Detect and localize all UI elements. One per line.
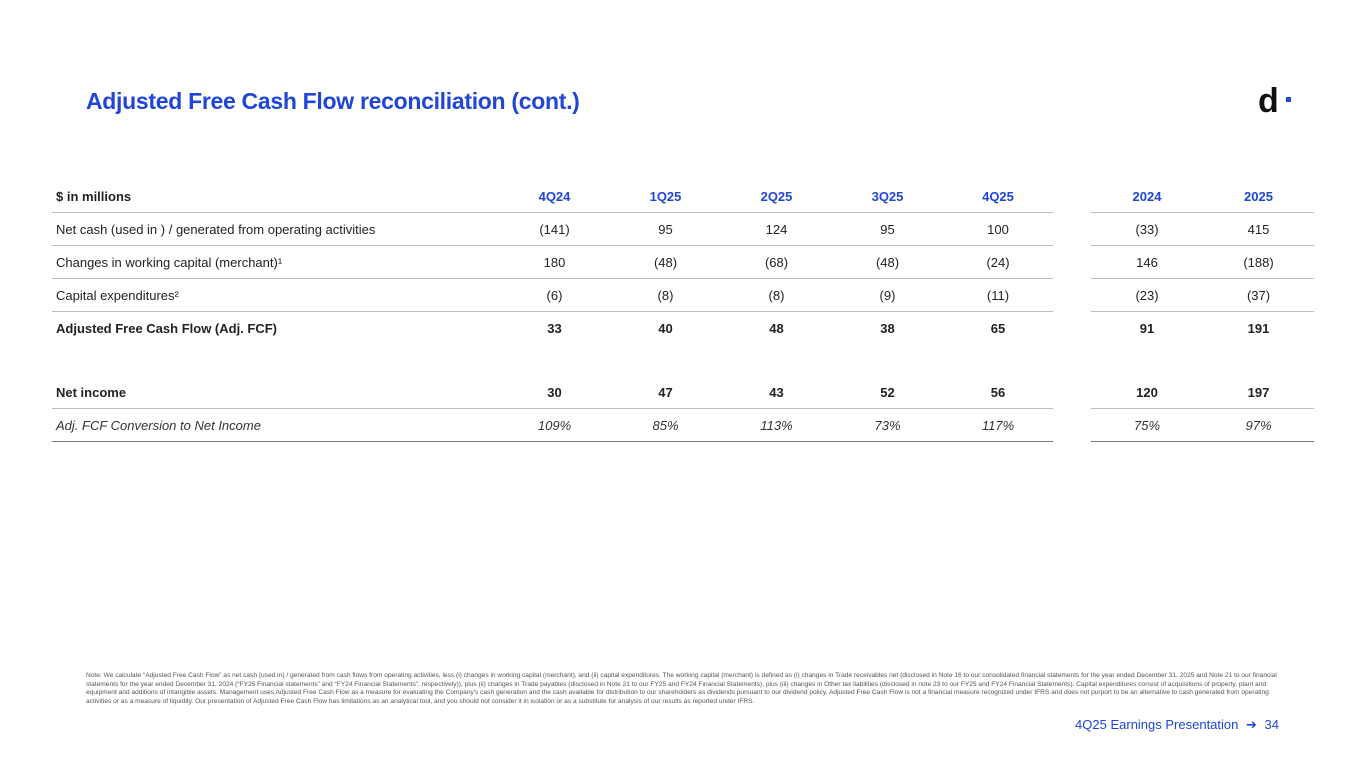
cell: (48) bbox=[832, 246, 943, 279]
cell: 47 bbox=[610, 376, 721, 409]
col-header: 2Q25 bbox=[721, 180, 832, 213]
cell: 109% bbox=[499, 409, 610, 442]
footnote: Note: We calculate “Adjusted Free Cash Flow” as net cash (used in) / generated from cash flows from operating activities, less (i) changes in working capital (merchant), and (ii) capital expenditures. The working capital (merchant) is defined as (i) changes in Trade receivables net (disclosed in Note 16 to our consolidated financial statements for the year ended December 31, 2025 and Note 21 to our financial statements for the year ended December 31, 2024 (“FY25 Financial statements” and “FY24 Financial Statements”, respectively)), plus (ii) changes in Trade payables (disclosed in Note 21 to our FY25 and FY24 Financial Statements), plus (iii) changes in Other tax liabilities (disclosed in note 23 to our FY25 and FY24 Financial Statements). Capital expenditures consist of acquisitions of property, plant and equipment and additions of intangible assets. Management uses Adjusted Free Cash Flow as a measure for evaluating the Company's cash generation and the cash available for distribution to our shareholders as dividends pursuant to our dividend policy. Adjusted Free Cash Flow is not a financial measure recognized under IFRS and does not purport to be an alternative to cash generated from operating activities or as a measure of liquidity. Our presentation of Adjusted Free Cash Flow has limitations as an analytical tool, and you should not consider it in isolation or as a substitute for analysis of our results as reported under IFRS. bbox=[86, 672, 1277, 705]
quarterly-table bbox=[52, 180, 1053, 442]
cell: 180 bbox=[499, 246, 610, 279]
cell: 91 bbox=[1139, 320, 1155, 336]
cell: 100 bbox=[943, 213, 1053, 246]
col-header: 1Q25 bbox=[610, 180, 721, 213]
cell: 56 bbox=[943, 376, 1053, 409]
spacer-row bbox=[1091, 344, 1314, 376]
cell: (33) bbox=[1091, 213, 1203, 246]
annual-table bbox=[1091, 180, 1314, 442]
row-label: Adj. FCF Conversion to Net Income bbox=[52, 409, 499, 442]
cell: 117% bbox=[943, 409, 1053, 442]
page-title: Adjusted Free Cash Flow reconciliation (cont.) bbox=[86, 88, 580, 114]
cell: 85% bbox=[610, 409, 721, 442]
col-header: 2024 bbox=[1091, 180, 1203, 213]
cell: 95 bbox=[832, 213, 943, 246]
cell: 191 bbox=[1247, 320, 1270, 336]
cell: (8) bbox=[610, 279, 721, 312]
cell: (8) bbox=[721, 279, 832, 312]
cell: (11) bbox=[943, 279, 1053, 312]
logo-dot bbox=[1286, 97, 1291, 102]
row-label: Capital expenditures² bbox=[52, 279, 499, 312]
table-row bbox=[1091, 213, 1314, 246]
cell: (9) bbox=[832, 279, 943, 312]
cell: 65 bbox=[990, 320, 1006, 336]
row-label: Adjusted Free Cash Flow (Adj. FCF) bbox=[56, 320, 278, 336]
table-row bbox=[1091, 312, 1314, 345]
table-row bbox=[1091, 279, 1314, 312]
cell: (6) bbox=[499, 279, 610, 312]
cell: (23) bbox=[1091, 279, 1203, 312]
cell: (188) bbox=[1203, 246, 1314, 279]
cell: 197 bbox=[1203, 376, 1314, 409]
table-row bbox=[52, 376, 1053, 409]
col-header: 2025 bbox=[1203, 180, 1314, 213]
logo-letter: d bbox=[1258, 82, 1279, 120]
cell: (141) bbox=[499, 213, 610, 246]
table-row bbox=[52, 213, 1053, 246]
cell: 33 bbox=[547, 320, 562, 336]
cell: 124 bbox=[721, 213, 832, 246]
row-label: Changes in working capital (merchant)¹ bbox=[52, 246, 499, 279]
table-row bbox=[52, 312, 1053, 345]
table-header-row bbox=[1091, 180, 1314, 213]
table-row bbox=[1091, 409, 1314, 442]
cell: 113% bbox=[721, 409, 832, 442]
cell: (24) bbox=[943, 246, 1053, 279]
d-dot-logo-icon bbox=[1257, 80, 1297, 120]
spacer-row bbox=[52, 344, 1053, 376]
cell: 415 bbox=[1203, 213, 1314, 246]
cell: (37) bbox=[1203, 279, 1314, 312]
cell: (48) bbox=[610, 246, 721, 279]
cell: 146 bbox=[1091, 246, 1203, 279]
cell: 73% bbox=[832, 409, 943, 442]
footer bbox=[1071, 717, 1279, 733]
row-label: Net cash (used in ) / generated from operating activities bbox=[52, 213, 499, 246]
units-header: $ in millions bbox=[52, 180, 499, 213]
table-row bbox=[1091, 376, 1314, 409]
table-row bbox=[52, 279, 1053, 312]
cell: 120 bbox=[1091, 376, 1203, 409]
cell: 97% bbox=[1203, 409, 1314, 442]
footer-title: 4Q25 Earnings Presentation bbox=[1075, 717, 1239, 732]
col-header: 4Q24 bbox=[499, 180, 610, 213]
cell: 48 bbox=[769, 320, 784, 336]
col-header: 3Q25 bbox=[832, 180, 943, 213]
col-header: 4Q25 bbox=[943, 180, 1053, 213]
table-row bbox=[52, 409, 1053, 442]
table-row bbox=[52, 246, 1053, 279]
arrow-right-icon: ➔ bbox=[1246, 717, 1257, 732]
table-header-row bbox=[52, 180, 1053, 213]
cell: 95 bbox=[610, 213, 721, 246]
cell: 30 bbox=[499, 376, 610, 409]
cell: 43 bbox=[721, 376, 832, 409]
cell: 75% bbox=[1091, 409, 1203, 442]
table-row bbox=[1091, 246, 1314, 279]
cell: 40 bbox=[658, 320, 673, 336]
page-number: 34 bbox=[1264, 717, 1279, 732]
row-label: Net income bbox=[52, 376, 499, 409]
cell: 38 bbox=[880, 320, 895, 336]
cell: 52 bbox=[832, 376, 943, 409]
cell: (68) bbox=[721, 246, 832, 279]
